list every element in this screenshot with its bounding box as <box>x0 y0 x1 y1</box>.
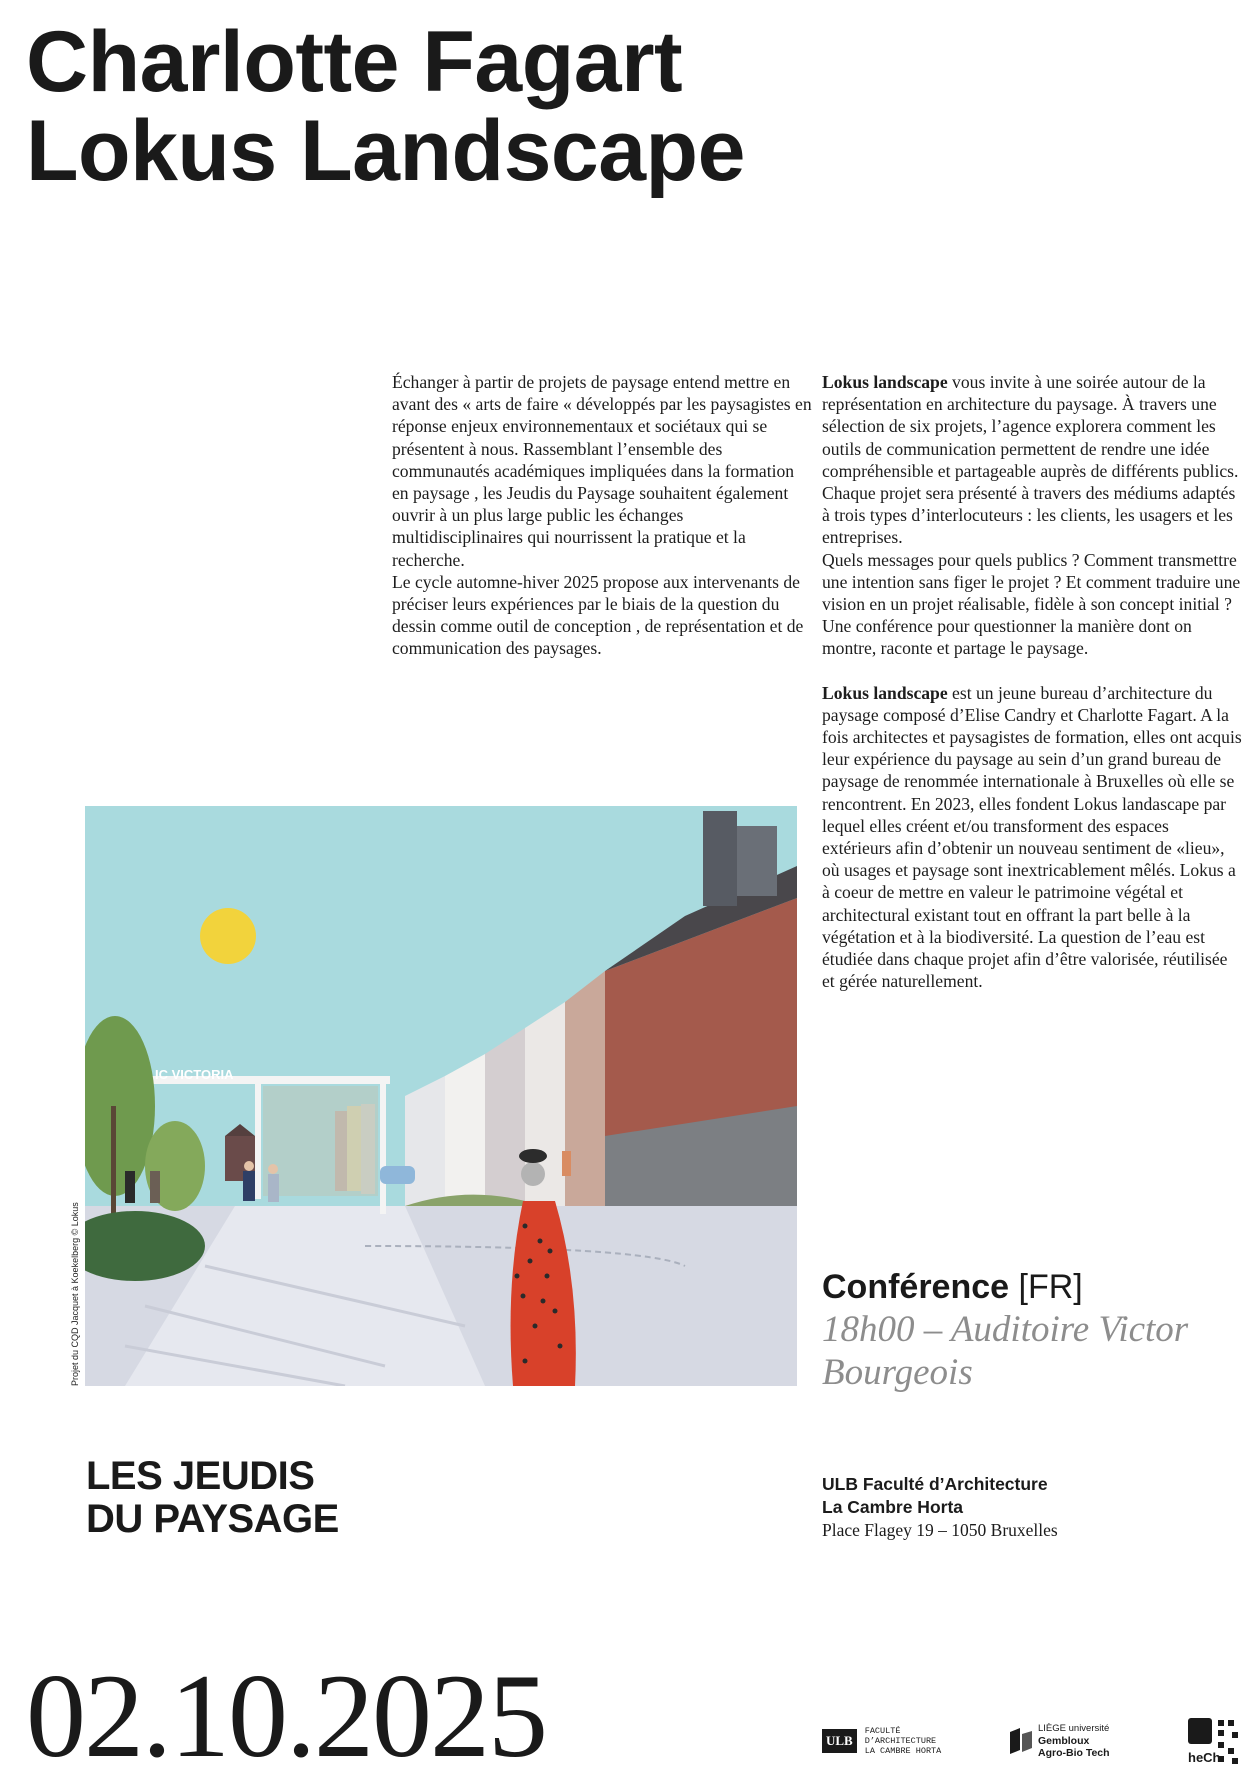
ulb-logo <box>822 1726 941 1756</box>
brand-name: Lokus landscape <box>822 372 948 392</box>
hech-logo <box>1188 1718 1240 1766</box>
event-time-place: 18h00 – Auditoire Victor Bourgeois <box>822 1309 1189 1393</box>
venue-address: Place Flagey 19 – 1050 Bruxelles <box>822 1520 1058 1540</box>
event-info <box>822 1266 1242 1394</box>
series-line-2: DU PAYSAGE <box>86 1497 339 1541</box>
venue-line-2: La Cambre Horta <box>822 1497 964 1517</box>
intro-paragraph-2: Le cycle automne-hiver 2025 propose aux intervenants de préciser leurs expériences par le biais de la question du dessin comme outil de conception , de représentation et de communication des paysages. <box>392 571 804 659</box>
poster-title <box>26 14 745 199</box>
brand-name-2: Lokus landscape <box>822 682 948 703</box>
venue-info <box>822 1473 1058 1542</box>
about-text-4: est un jeune bureau d’architecture du paysage composé d’Elise Candry et Charlotte Fagart. A la fois architectes et paysagistes de formation, elles ont acquis leur expérience du paysage au sein d’un grand bureau de paysage de renommée internationale à Bruxelles où elle se rencontrent. En 2023, elles fondent Lokus landascape par lequel elles créent et/ou transforment des espaces extérieurs afin d’obtenir un nouveau sentiment de «lieu», où usages et paysage sont inextricablement mêlés. Lokus a à coeur de mettre en valeur le patrimoine végétal et architectural existant tout en offrant la part belle à la végétation et à la biodiversité. La question de l’eau est étudiée dans chaque projet afin d’être valorisée, réutilisée et gérée naturellement. <box>822 682 1242 992</box>
event-date: 02.10.2025 <box>26 1649 546 1782</box>
person-head-2 <box>268 1164 278 1174</box>
liege-text: LIÈGE université Gembloux Agro-Bio Tech <box>1038 1723 1110 1759</box>
about-column <box>822 371 1242 992</box>
pergola-sign: IC VICTORIA <box>155 1067 234 1082</box>
ulb-mark: ULB <box>822 1729 857 1753</box>
firm-name: Lokus Landscape <box>26 103 745 199</box>
about-paragraph-4 <box>822 682 1242 993</box>
about-paragraph-2: Quels messages pour quels publics ? Comment transmettre une intention sans figer le projet ? Et comment traduire une vision en un projet réalisable, fidèle à son concept initial ? <box>822 549 1241 615</box>
liege-logo <box>1010 1723 1110 1759</box>
speaker-name: Charlotte Fagart <box>26 14 683 110</box>
series-name <box>86 1455 339 1541</box>
intro-paragraph-1: Échanger à partir de projets de paysage entend mettre en avant des « arts de faire « développés par les paysagistes en réponse enjeux environnementaux et sociétaux qui se présentent à nous. Rassemblant l’ensemble des communautés académiques impliquées dans la formation en paysage , les Jeudis du Paysage souhaitent également ouvrir à un plus large public les échanges multidisciplinaires qui nourrissent la pratique et la recherche. <box>392 372 812 570</box>
event-type <box>822 1266 1242 1308</box>
image-credit: Projet du CQD Jacquet à Koekelberg © Lokus <box>70 1202 80 1386</box>
about-text-1: vous invite à une soirée autour de la représentation en architecture du paysage. À travers une sélection de six projets, l’agence explorera comment les outils de communication permettent de rendre une idée compréhensible et partageable auprès de différents publics. Chaque projet sera présenté à travers des médiums adaptés à trois types d’interlocuteurs : les clients, les usagers et les entreprises. <box>822 372 1239 548</box>
project-illustration <box>85 806 797 1386</box>
hech-text: heCh <box>1188 1750 1221 1765</box>
intro-column <box>392 371 812 660</box>
sun-shape <box>200 908 256 964</box>
woman-head <box>521 1162 545 1186</box>
event-type-label: Conférence <box>822 1268 1010 1306</box>
liege-mark-icon <box>1010 1728 1032 1754</box>
about-paragraph-3: Une conférence pour questionner la manière dont on montre, raconte et partage le paysage. <box>822 616 1192 659</box>
event-language: [FR] <box>1018 1268 1083 1306</box>
venue-line-1: ULB Faculté d’Architecture <box>822 1474 1048 1494</box>
about-paragraph-1 <box>822 371 1242 549</box>
ulb-text: FACULTÉ D’ARCHITECTURE LA CAMBRE HORTA <box>864 1726 942 1756</box>
series-line-1: LES JEUDIS <box>86 1454 315 1498</box>
person-head-1 <box>244 1161 254 1171</box>
